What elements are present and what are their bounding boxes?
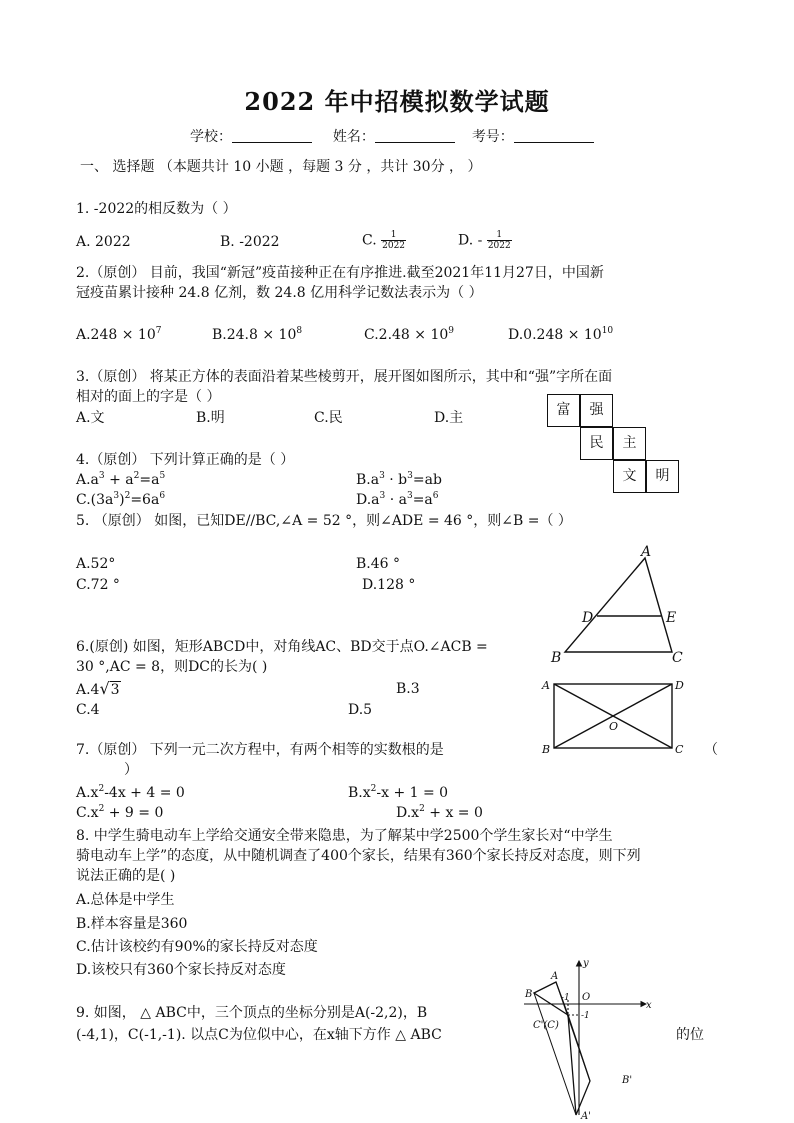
student-info-line [190, 128, 594, 146]
q3-option-d: D.主 [434, 410, 464, 426]
q7-stem: 7.（原创） 下列一元二次方程中，有两个相等的实数根的是 [76, 742, 444, 758]
label-b-prime: B' [622, 1075, 633, 1086]
label-minus-one-x: -1 [561, 993, 570, 1003]
label-a: A [551, 971, 559, 982]
q3-line2: 相对的面上的字是（ ） [76, 389, 221, 405]
q5-option-c: C.72 ° [76, 577, 120, 593]
net-cell: 富 [547, 394, 580, 427]
label-c: C'(C) [533, 1020, 559, 1031]
school-label: 学校： [190, 129, 232, 145]
q4-option-b: $B.a^3 \cdot b^3=ab$ [356, 471, 442, 488]
q7-option-a: $A.x^2-4x + 4 = 0$ [76, 784, 185, 801]
q7-option-c: $C.x^2 + 9 = 0$ [76, 804, 164, 821]
q2-line2: 冠疫苗累计接种 24.8 亿剂，数 24.8 亿用科学记数法表示为（ ） [76, 285, 483, 301]
q2-option-a: $A.248 \times 10^7$ [76, 326, 162, 343]
net-cell: 明 [646, 460, 679, 493]
fraction: $\frac{1}{2022}$ [382, 230, 406, 251]
label-a: A [641, 544, 652, 560]
coordinate-figure [520, 955, 660, 1121]
fraction: $\frac{1}{2022}$ [487, 230, 511, 251]
q8-line1: 8. 中学生骑电动车上学给交通安全带来隐患，为了解某中学2500个学生家长对“中学生 [76, 828, 613, 844]
q1-option-b: B. -2022 [220, 234, 280, 250]
q4-stem: 4.（原创） 下列计算正确的是（ ） [76, 452, 295, 468]
q4-option-d: $D.a^3 \cdot a^3=a^6$ [356, 491, 439, 508]
q1-option-c: C. $\frac{1}{2022}$ [362, 230, 406, 251]
label-y: y [583, 958, 589, 969]
q6-option-c: C.4 [76, 702, 100, 718]
label-a-prime: A' [581, 1111, 591, 1121]
q3-option-c: C.民 [314, 410, 343, 426]
triangle-figure [540, 540, 700, 670]
ray-to-a-prime [534, 993, 576, 1115]
exam-number-label: 考号： [471, 129, 514, 145]
net-cell: 文 [613, 460, 646, 493]
label-e: E [666, 610, 677, 626]
q3-option-a: A.文 [76, 410, 105, 426]
name-label: 姓名： [332, 129, 375, 145]
label-b: B [551, 650, 562, 666]
q5-stem: 5. （原创） 如图，已知DE//BC,∠A = 52 °，则∠ADE = 46 °，则∠B =（ ） [76, 513, 572, 529]
q6-line2: 30 °,AC = 8，则DC的长为( ) [76, 659, 268, 675]
label-d: D [582, 610, 594, 626]
q7-option-b: $B.x^2-x + 1 = 0$ [348, 784, 449, 801]
q8-option-d: D.该校只有360个家长持反对态度 [76, 962, 286, 978]
q4-option-a: $A.a^3 + a^2=a^5$ [76, 471, 166, 488]
q1-option-a: A. 2022 [76, 234, 131, 250]
label-d: D [675, 679, 684, 692]
q3-line1: 3.（原创） 将某正方体的表面沿着某些棱剪开，展开图如图所示，其中和“强”字所在面 [76, 369, 613, 385]
q8-option-b: B.样本容量是360 [76, 916, 188, 932]
q7-option-d: $D.x^2 + x = 0$ [396, 804, 483, 821]
q2-option-d: $D.0.248 \times 10^{10}$ [508, 326, 614, 343]
label-c: C [675, 743, 684, 756]
q3-option-b: B.明 [196, 410, 225, 426]
q5-option-b: B.46 ° [356, 556, 401, 572]
q6-option-a: A.4√3 [76, 679, 120, 698]
q1-stem: 1. -2022的相反数为（ ） [76, 201, 237, 217]
q7-paren-close: ） [124, 762, 138, 778]
q5-option-d: D.128 ° [362, 577, 416, 593]
q8-option-a: A.总体是中学生 [76, 892, 175, 908]
net-cell: 民 [580, 427, 613, 460]
school-blank[interactable] [232, 128, 312, 143]
q2-option-c: $C.2.48 \times 10^9$ [364, 326, 455, 343]
q6-line1: 6.(原创) 如图，矩形ABCD中，对角线AC、BD交于点O.∠ACB = [76, 639, 488, 655]
section-heading: 一、 选择题 （本题共计 10 小题 ，每题 3 分 ，共计 30分 ， ） [80, 159, 482, 175]
label-a: A [542, 679, 550, 692]
q8-line3: 说法正确的是( ) [76, 868, 176, 884]
net-cell: 强 [580, 394, 613, 427]
page-title: 2022 年中招模拟数学试题 [244, 87, 550, 116]
label-minus-one-y: -1 [581, 1011, 590, 1021]
q8-option-c: C.估计该校约有90%的家长持反对态度 [76, 939, 318, 955]
q2-option-b: $B.24.8 \times 10^8$ [212, 326, 303, 343]
name-blank[interactable] [375, 128, 455, 143]
label-x: x [646, 1000, 652, 1011]
rectangle-figure [536, 672, 696, 760]
q5-option-a: A.52° [76, 556, 116, 572]
q6-option-b: B.3 [396, 681, 420, 697]
q7-paren-open: （ [704, 742, 718, 758]
q9-line2: (-4,1)，C(-1,-1). 以点C为位似中心，在x轴下方作 △ ABC [76, 1027, 442, 1043]
exam-number-blank[interactable] [514, 128, 594, 143]
net-cell: 主 [613, 427, 646, 460]
q1-option-d: D. - $\frac{1}{2022}$ [458, 230, 511, 251]
q9-line1: 9. 如图， △ ABC中，三个顶点的坐标分别是A(-2,2)，B [76, 1005, 428, 1021]
q9-tail: 的位 [676, 1027, 704, 1043]
label-o: O [582, 992, 591, 1003]
q6-option-d: D.5 [348, 702, 373, 718]
triangle-abc [565, 558, 672, 652]
q2-line1: 2.（原创） 目前，我国“新冠”疫苗接种正在有序推进.截至2021年11月27日，中国新 [76, 265, 604, 281]
label-b: B [525, 989, 533, 1000]
label-o: O [609, 720, 619, 733]
q4-option-c: $C.(3a^3)^2=6a^6$ [76, 491, 166, 508]
label-b: B [542, 743, 551, 756]
q8-line2: 骑电动车上学”的态度，从中随机调查了400个家长，结果有360个家长持反对态度，则下列 [76, 848, 641, 864]
label-c: C [672, 650, 683, 666]
